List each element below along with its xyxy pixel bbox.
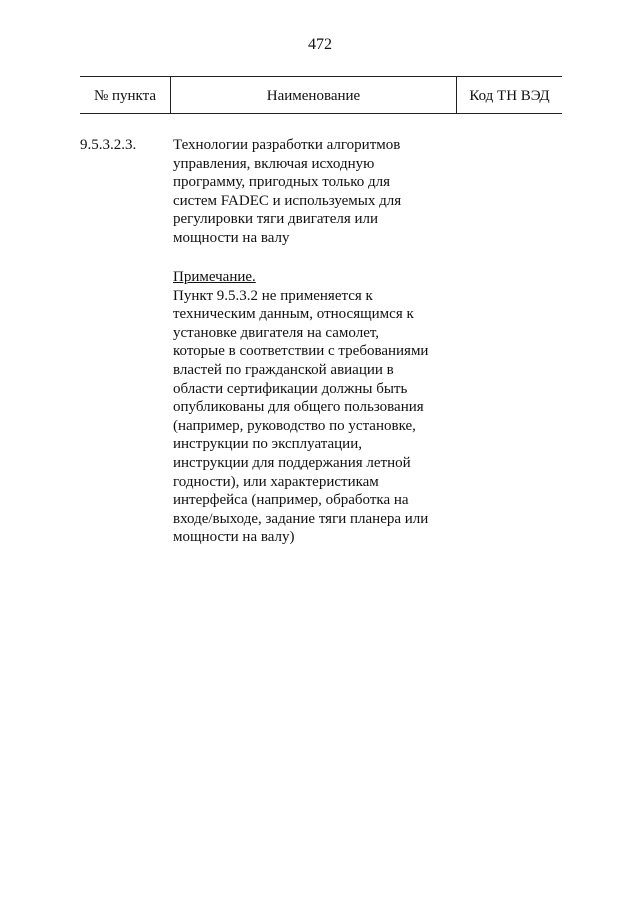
note-line: техническим данным, относящимся к xyxy=(173,306,414,323)
note-line: опубликованы для общего пользования xyxy=(173,399,424,416)
column-header-name: Наименование xyxy=(266,88,361,104)
note-text xyxy=(173,287,463,547)
note-line: Пункт 9.5.3.2 не применяется к xyxy=(173,287,373,304)
note-line: области сертификации должны быть xyxy=(173,380,408,397)
column-header-number: № пункта xyxy=(93,88,157,104)
note-line: мощности на валу) xyxy=(173,529,295,546)
note-line: которые в соответствии с требованиями xyxy=(173,343,429,360)
note-line: входе/выходе, задание тяги планера или xyxy=(173,510,429,527)
note-heading: Примечание. xyxy=(173,268,256,285)
item-name-line: Технологии разработки алгоритмов xyxy=(173,137,401,153)
column-header-code: Код ТН ВЭД xyxy=(469,88,550,104)
page-number: 472 xyxy=(308,36,332,53)
item-name-line: систем FADEC и используемых для xyxy=(173,192,402,209)
item-name xyxy=(173,136,463,248)
note-line: (например, руководство по установке, xyxy=(173,417,416,434)
table-header xyxy=(80,76,562,114)
item-description xyxy=(173,136,463,547)
note-line: годности), или характеристикам xyxy=(173,473,379,490)
item-number: 9.5.3.2.3. xyxy=(80,137,137,153)
note-line: инструкции для поддержания летной xyxy=(173,454,411,471)
item-name-line: мощности на валу xyxy=(173,229,290,246)
item-name-line: программу, пригодных только для xyxy=(173,174,390,191)
item-name-line: регулировки тяги двигателя или xyxy=(173,211,379,228)
item-name-line: управления, включая исходную xyxy=(173,155,375,172)
note-line: инструкции по эксплуатации, xyxy=(173,436,362,453)
note-line: властей по гражданской авиации в xyxy=(173,361,394,378)
note-line: установке двигателя на самолет, xyxy=(173,324,380,341)
note-line: интерфейса (например, обработка на xyxy=(173,492,409,509)
